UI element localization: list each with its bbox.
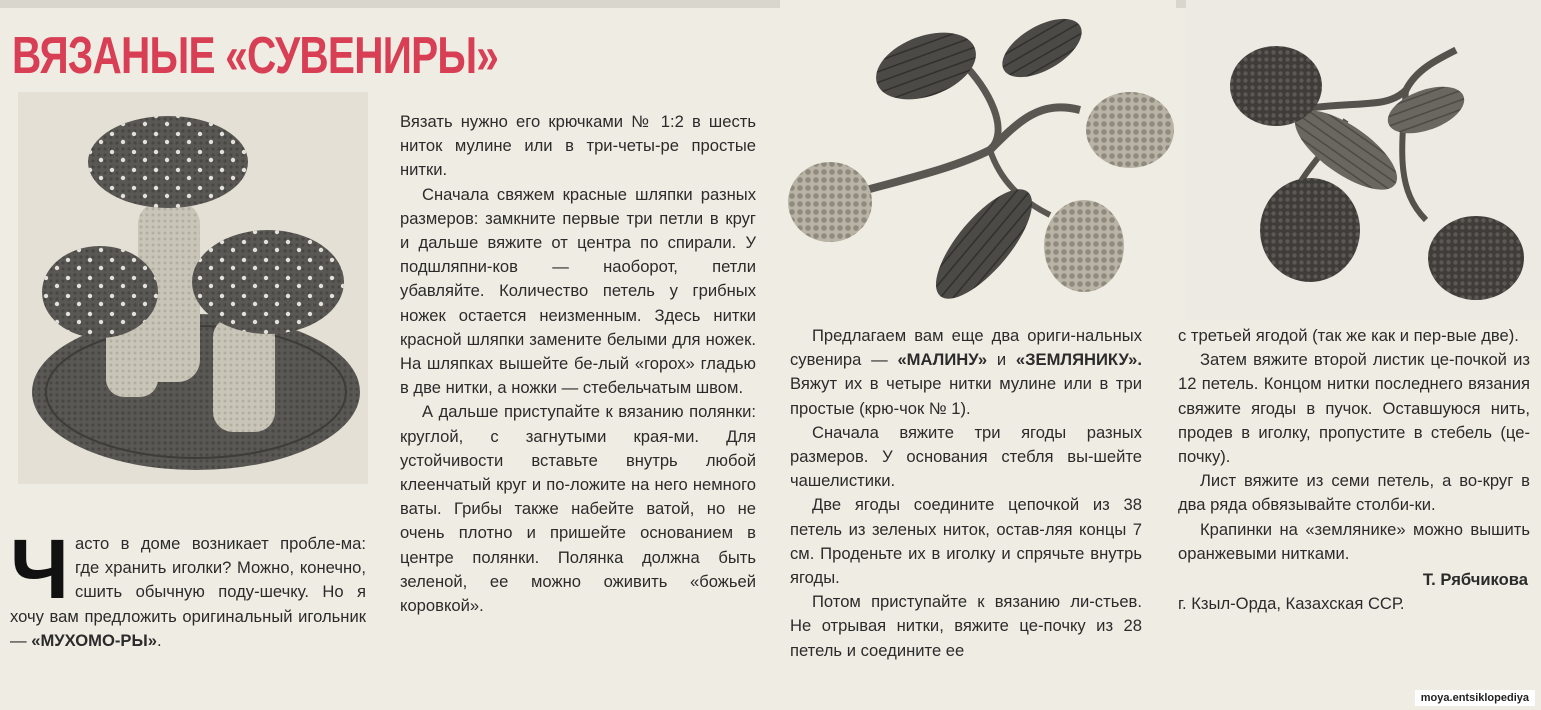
drop-cap: Ч <box>10 522 70 616</box>
col2-paragraph-2: Сначала свяжем красные шляпки разных размеров: замкните первые три петли в круг и дальше вяжите от центра по спирали. У подшляпни-ков — наоборот, петли убавляйте. Количество петель у грибных ножек остается неизменным. Здесь нитки красной шляпки замените белыми для ножек. На шляпках вышейте бе-лый «горох» гладью в две нитки, а ножки — стебельчатым швом. <box>400 184 756 398</box>
intro-text: асто в доме возникает пробле-ма: где хранить иголки? Можно, конечно, сшить обычную поду-шечку. Но я хочу вам предложить оригинальный игольник — <box>10 534 366 650</box>
col3-p1-text-a: Предлагаем вам еще два ориги-нальных сувенира — <box>790 326 1142 370</box>
author-location: г. Кзыл-Орда, Казахская ССР. <box>1178 594 1405 614</box>
col4-paragraph-4: Крапинки на «землянике» можно вышить оранжевыми нитками. <box>1178 519 1530 563</box>
source-watermark: moya.entsiklopediya <box>1415 690 1535 706</box>
col3-p1-and: и <box>987 350 1016 370</box>
mushroom-pincushion-photo <box>18 92 368 484</box>
article-title: ВЯЗАНЫЕ «СУВЕНИРЫ» <box>12 27 499 85</box>
raspberry-illustration <box>780 0 1176 322</box>
col3-paragraph-2: Сначала вяжите три ягоды разных размеров. У основания стебля вы-шейте чашелистики. <box>790 422 1142 491</box>
strawberry-souvenir-photo <box>1186 0 1541 320</box>
author-signature: Т. Рябчикова <box>1422 570 1528 590</box>
raspberry-name: «МАЛИНУ» <box>897 350 988 370</box>
col4-paragraph-3: Лист вяжите из семи петель, а во-круг в два ряда обвязывайте столби-ки. <box>1178 471 1530 515</box>
col3-p1-text-e: Вяжут их в четыре нитки мулине или в три простые (крю-чок № 1). <box>790 374 1142 418</box>
mushroom-illustration <box>18 92 368 484</box>
mushroom-instructions-column <box>400 110 756 618</box>
berry-instructions-continued-column <box>1178 324 1530 616</box>
col3-paragraph-3: Две ягоды соедините цепочкой из 38 петель из зеленых ниток, остав-ляя концы 7 см. Проденьте их в иголку и спрячьте внутрь ягоды. <box>790 495 1142 588</box>
intro-product-name: «МУХОМО-РЫ» <box>31 630 157 650</box>
col2-paragraph-1: Вязать нужно его крючками № 1:2 в шесть ниток мулине или в три-четы-ре простые нитки. <box>400 112 756 180</box>
raspberry-souvenir-photo <box>780 0 1176 322</box>
strawberry-name: «ЗЕМЛЯНИКУ». <box>1015 350 1142 370</box>
intro-column <box>10 522 366 653</box>
col3-paragraph-1 <box>790 324 1142 421</box>
col4-paragraph-1: с третьей ягодой (так же как и пер-вые две). <box>1178 326 1519 345</box>
col3-paragraph-4: Потом приступайте к вязанию ли-стьев. Не отрывая нитки, вяжите це-почку из 28 петель и соедините ее <box>790 592 1142 660</box>
intro-end: . <box>156 630 162 650</box>
col2-paragraph-3: А дальше приступайте к вязанию полянки: круглой, с загнутыми края-ми. Для устойчивости вставьте внутрь любой клеенчатый круг и по-ложите на него немного ваты. Грибы также набейте ватой, но не очень плотно и пришейте основанием в центре полянки. Полянка должна быть зеленой, ее можно оживить «божьей коровкой». <box>400 402 756 616</box>
intro-paragraph <box>10 522 366 653</box>
strawberry-illustration <box>1186 0 1541 320</box>
berry-instructions-column <box>790 324 1142 663</box>
col4-paragraph-2: Затем вяжите второй листик це-почкой из 12 петель. Концом нитки последнего вязания свяжите ягоды в пучок. Оставшуюся нить, продев в иголку, пропустите в стебель (це-почку). <box>1178 350 1530 467</box>
